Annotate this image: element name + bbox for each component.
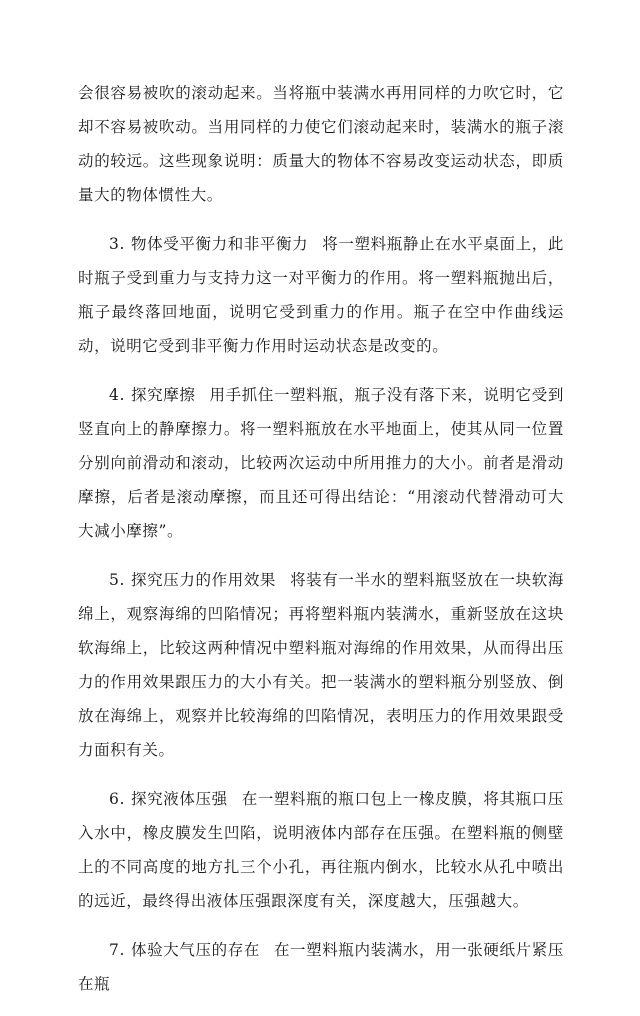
item-heading: 探究液体压强 [131,790,228,808]
paragraph-text: 用手抓住一塑料瓶，瓶子没有落下来，说明它受到竖直向上的静摩擦力。将一塑料瓶放在水平地面上，使其从同一位置分别向前滑动和滚动，比较两次运动中所用推力的大小。前者是滑动摩擦，后者是滚动摩擦，而且还可得出结论：“用滚动代替滑动可大大减小摩擦”。 [78,386,565,540]
paragraph-item-3 [78,227,564,363]
paragraph-inertia-continued [78,76,564,212]
item-number: 4. [109,386,125,404]
item-number: 7. [109,941,125,959]
document-page [78,76,564,1016]
paragraph-item-4 [78,378,564,548]
paragraph-text: 将一塑料瓶静止在水平桌面上，此时瓶子受到重力与支持力这一对平衡力的作用。将一塑料瓶抛出后，瓶子最终落回地面，说明它受到重力的作用。瓶子在空中作曲线运动，说明它受到非平衡力作用时运动状态是改变的。 [78,235,564,355]
paragraph-text: 在一塑料瓶内装满水，用一张硬纸片紧压在瓶 [78,941,564,993]
paragraph-text: 在一塑料瓶的瓶口包上一橡皮膜，将其瓶口压入水中，橡皮膜发生凹陷，说明液体内部存在压强。在塑料瓶的侧壁上的不同高度的地方扎三个小孔，再往瓶内倒水，比较水从孔中喷出的远近，最终得出液体压强跟深度有关，深度越大，压强越大。 [78,790,564,910]
paragraph-item-5 [78,563,564,767]
item-number: 5. [109,571,125,589]
item-number: 6. [109,790,125,808]
paragraph-text: 会很容易被吹的滚动起来。当将瓶中装满水再用同样的力吹它时，它却不容易被吹动。当用同样的力使它们滚动起来时，装满水的瓶子滚动的较远。这些现象说明：质量大的物体不容易改变运动状态，即质量大的物体惯性大。 [78,84,564,204]
item-heading: 物体受平衡力和非平衡力 [131,235,309,253]
paragraph-item-6 [78,782,564,918]
item-heading: 体验大气压的存在 [131,941,260,959]
paragraph-text: 将装有一半水的塑料瓶竖放在一块软海绵上，观察海绵的凹陷情况；再将塑料瓶内装满水，重新竖放在这块软海绵上，比较这两种情况中塑料瓶对海绵的作用效果，从而得出压力的作用效果跟压力的大小有关。把一装满水的塑料瓶分别竖放、倒放在海绵上，观察并比较海绵的凹陷情况，表明压力的作用效果跟受力面积有关。 [78,571,565,759]
item-heading: 探究压力的作用效果 [131,571,277,589]
item-number: 3. [109,235,125,253]
item-heading: 探究摩擦 [131,386,196,404]
paragraph-item-7 [78,933,564,1001]
